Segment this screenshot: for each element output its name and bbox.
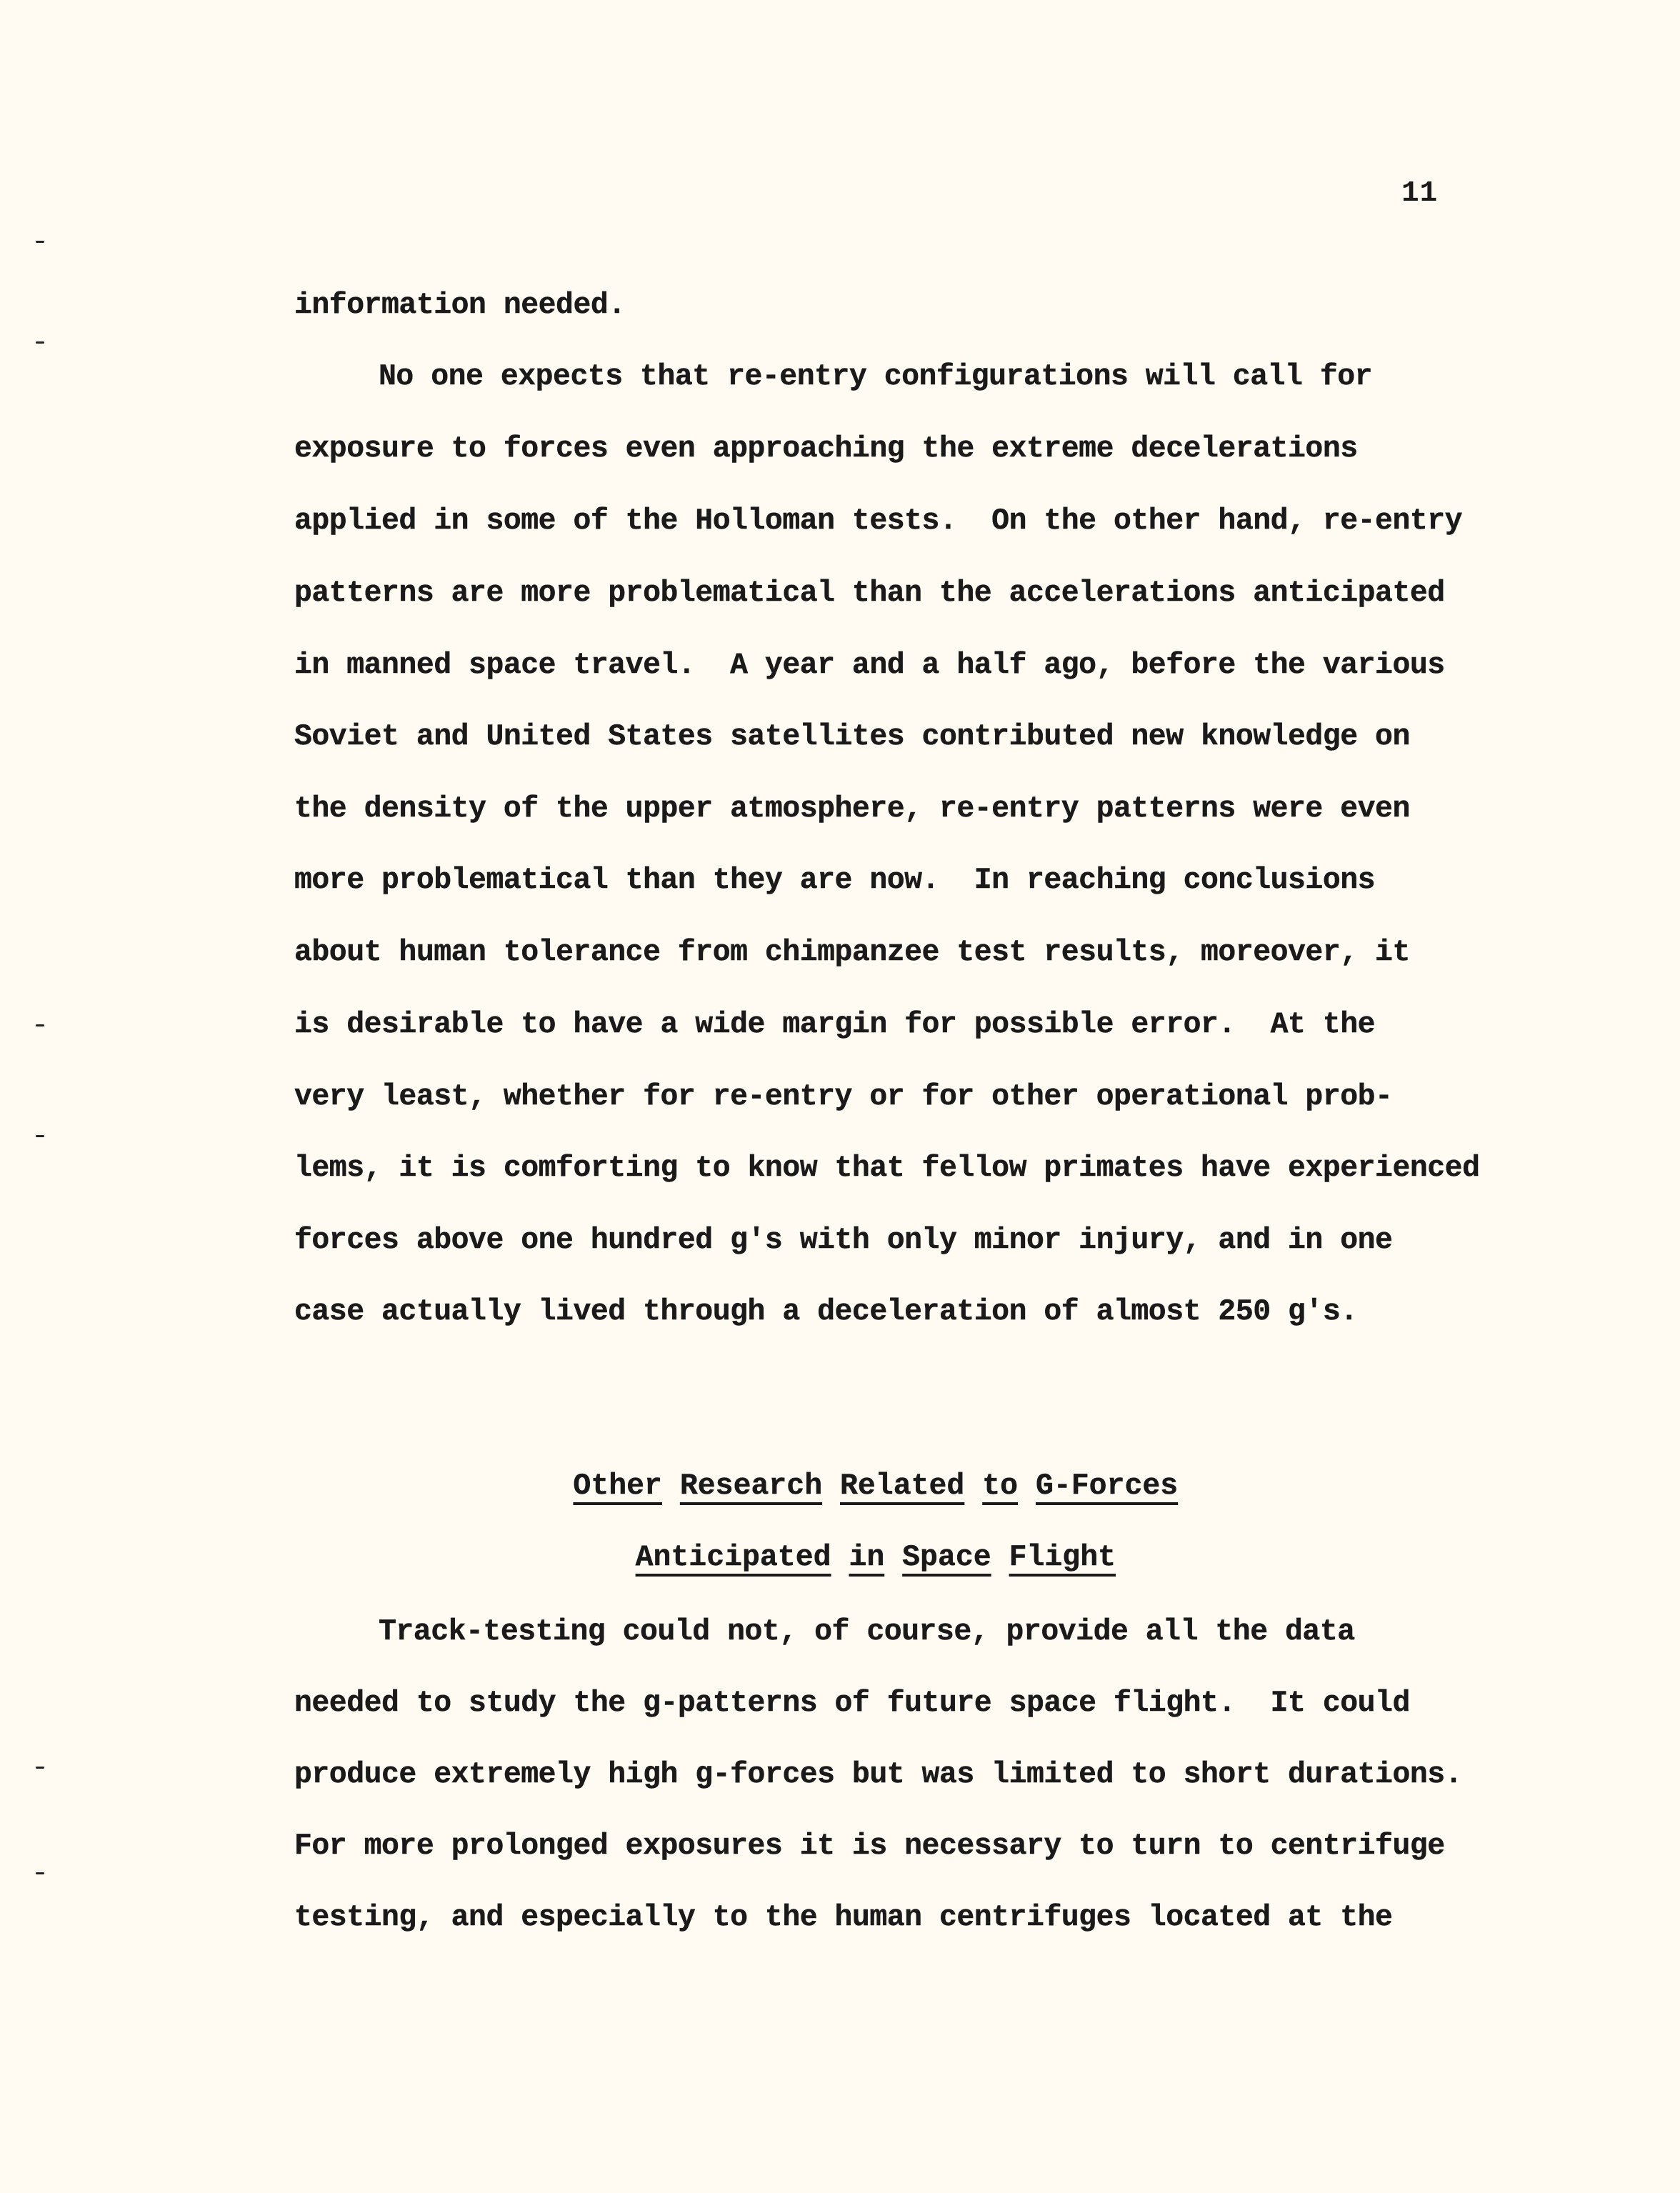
text-line: forces above one hundred g's with only minor injury, and in one [294,1224,1393,1257]
page-number: 11 [1401,177,1439,210]
text-line: very least, whether for re-entry or for other operational prob- [294,1080,1393,1114]
text-line: exposure to forces even approaching the extreme decelerations [294,432,1358,466]
text-line: patterns are more problematical than the accelerations anticipated [294,576,1445,610]
text-line: information needed. [294,289,626,322]
binding-mark [36,1135,44,1137]
text-line: produce extremely high g-forces but was limited to short durations. [294,1758,1463,1792]
text-line: case actually lived through a deceleration of almost 250 g's. [294,1295,1358,1329]
text-line: is desirable to have a wide margin for possible error. At the [294,1008,1376,1041]
binding-mark [36,1767,44,1769]
heading-word: Anticipated [635,1541,831,1574]
section-heading-line-2 [0,1507,1680,1608]
binding-mark [36,1024,44,1026]
heading-word: to [982,1469,1019,1503]
heading-word: Related [840,1469,965,1503]
text-line: No one expects that re-entry configurations will call for [379,360,1373,394]
binding-mark [36,341,44,344]
text-line: the density of the upper atmosphere, re-entry patterns were even [294,792,1410,826]
text-line: more problematical than they are now. In reaching conclusions [294,864,1376,897]
heading-word: in [849,1541,885,1574]
text-line: lems, it is comforting to know that fellow primates have experienced [294,1152,1480,1185]
binding-mark [36,1872,44,1874]
heading-word: G-Forces [1035,1469,1179,1503]
text-line: For more prolonged exposures it is necessary to turn to centrifuge [294,1829,1445,1863]
heading-word: Space [902,1541,991,1574]
binding-mark [36,241,44,243]
text-line: needed to study the g-patterns of future space flight. It could [294,1687,1410,1720]
text-line: testing, and especially to the human centrifuges located at the [294,1901,1393,1934]
text-line: in manned space travel. A year and a half ago, before the various [294,649,1445,682]
text-line: applied in some of the Holloman tests. On the other hand, re-entry [294,504,1463,538]
heading-word: Other [573,1469,662,1503]
heading-word: Flight [1009,1541,1116,1574]
text-line: about human tolerance from chimpanzee test results, moreover, it [294,936,1410,969]
heading-word: Research [679,1469,823,1503]
text-line: Soviet and United States satellites contributed new knowledge on [294,720,1410,754]
text-line: Track-testing could not, of course, provide all the data [379,1615,1355,1649]
